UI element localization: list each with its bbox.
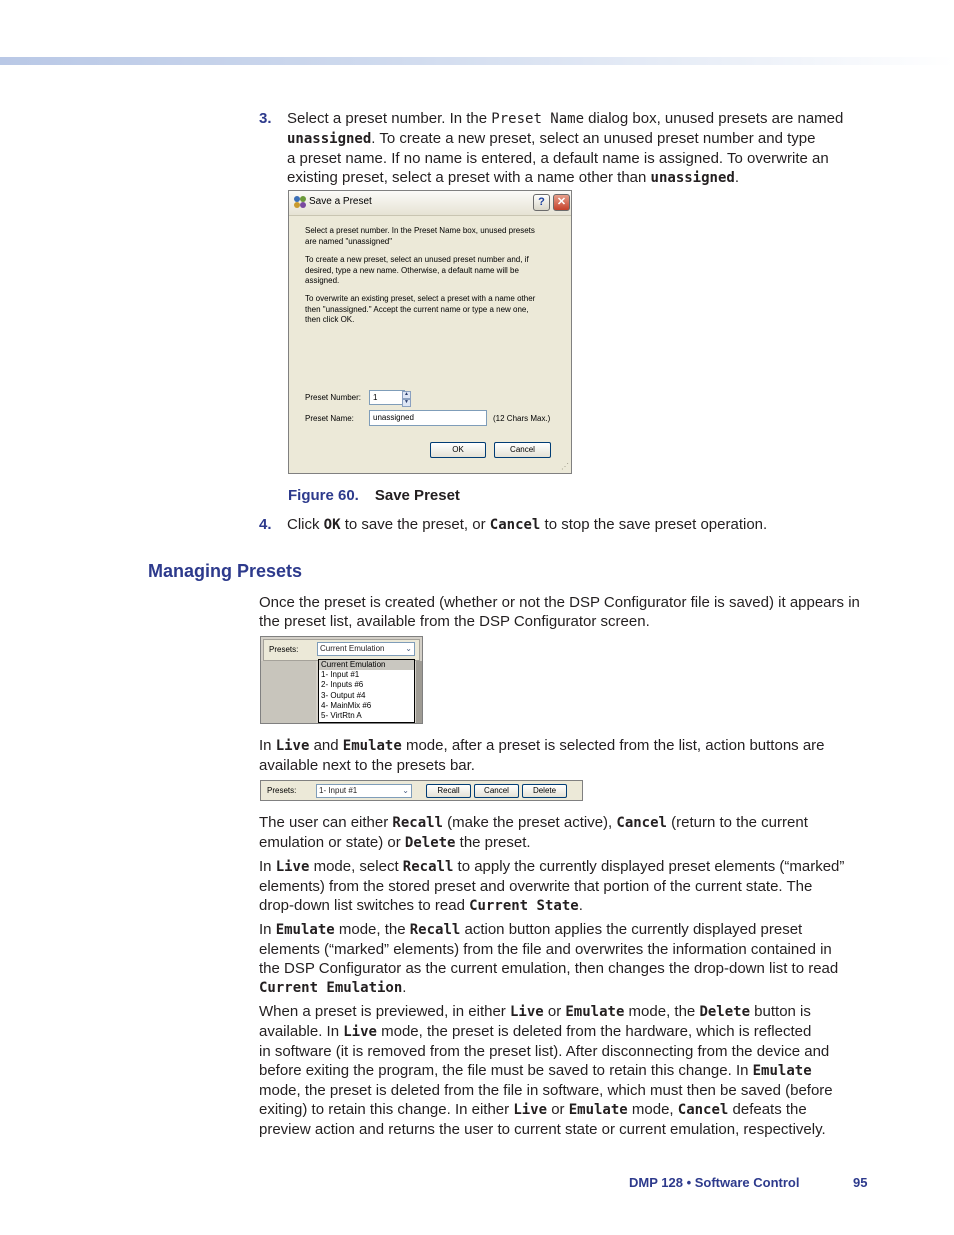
figure-title: Save Preset xyxy=(374,487,460,504)
preset-name-label: Preset Name: xyxy=(305,414,354,423)
dialog-title: Save a Preset xyxy=(309,196,372,207)
presets-option-list xyxy=(318,659,415,723)
preset-number-spinner[interactable] xyxy=(402,391,411,405)
cancel-button[interactable]: Cancel xyxy=(474,784,519,798)
dialog-title-bar[interactable] xyxy=(289,191,571,216)
paragraph-6: When a preset is previewed, in either Live or Emulate mode, the Delete button is available. In Live mode, the preset is deleted from the hardware, which is reflected in software (it is removed from the preset list). After disconnecting from the device and before exiting the program, the file must be saved to retain this change. In Emulate mode, the preset is deleted from the file in software, which must then be saved (before exiting) to retain this change. In either Live or Emulate mode, Cancel defeats the preview action and returns the user to current state or current emulation, respectively. xyxy=(259,1003,833,1138)
presets-label: Presets: xyxy=(269,645,299,654)
resize-grip-icon[interactable]: ⋰ xyxy=(561,462,569,471)
paragraph-4: In Live mode, select Recall to apply the currently displayed preset elements (“marked” elements) from the stored preset and overwrite that portion of the current state. The drop-down list switches to read Current State. xyxy=(259,858,845,914)
paragraph-1: Once the preset is created (whether or not the DSP Configurator file is saved) it appears in the preset list, available from the DSP Configurator screen. xyxy=(259,594,860,630)
paragraph-5: In Emulate mode, the Recall action button applies the currently displayed preset elements (“marked” elements) from the file and overwrites the information contained in the DSP Configurator as the current emulation, then changes the drop-down list to read Current Emulation. xyxy=(259,921,839,996)
presets-bar-screenshot xyxy=(260,780,583,801)
presets-select[interactable]: 1- Input #1 ⌄ xyxy=(316,784,412,798)
list-item[interactable]: 2- Inputs #6 xyxy=(321,680,364,690)
close-button[interactable] xyxy=(553,194,570,211)
list-item[interactable]: 5- VirtRtn A xyxy=(321,711,362,721)
step-3 xyxy=(259,109,869,188)
ok-button[interactable]: OK xyxy=(430,442,486,458)
chevron-down-icon[interactable]: ⌄ xyxy=(402,786,409,795)
spin-up-icon[interactable]: ▲ xyxy=(402,391,411,399)
section-heading: Managing Presets xyxy=(148,561,303,581)
step-number: 3. xyxy=(259,110,272,127)
header-gradient-bar xyxy=(0,57,954,65)
list-item[interactable]: 4- MainMix #6 xyxy=(321,700,372,710)
dialog-instructions-2: To create a new preset, select an unused preset number and, if desired, type a new name. Otherwise, a default name will be assigned. xyxy=(305,255,529,285)
preset-number-label: Preset Number: xyxy=(305,393,362,402)
help-button[interactable] xyxy=(533,194,550,211)
delete-button[interactable]: Delete xyxy=(522,784,567,798)
list-item[interactable]: Current Emulation xyxy=(319,660,414,670)
recall-button[interactable]: Recall xyxy=(426,784,471,798)
max-chars-hint: (12 Chars Max.) xyxy=(493,414,551,423)
presets-dropdown-screenshot xyxy=(260,636,423,724)
step-text: Click OK to save the preset, or Cancel to stop the save preset operation. xyxy=(287,516,768,533)
footer-product: DMP 128 • Software Control xyxy=(629,1175,800,1190)
step-4 xyxy=(259,515,869,535)
app-icon xyxy=(293,195,307,209)
dialog-instructions-3: To overwrite an existing preset, select a preset with a name other then "unassigned." Accept the current name or type a new one, then click OK. xyxy=(305,294,536,324)
page-number: 95 xyxy=(853,1175,868,1190)
preset-number-field[interactable]: 1 xyxy=(369,390,405,405)
chevron-down-icon[interactable]: ⌄ xyxy=(405,644,412,653)
dialog-instructions-1: Select a preset number. In the Preset Name box, unused presets are named "unassigned" xyxy=(305,226,535,246)
help-icon: ? xyxy=(538,196,545,208)
list-item[interactable]: 3- Output #4 xyxy=(321,690,366,700)
step-number: 4. xyxy=(259,516,272,533)
save-preset-dialog xyxy=(288,190,572,474)
close-icon: ✕ xyxy=(556,196,567,208)
list-item[interactable]: 1- Input #1 xyxy=(321,670,360,680)
presets-label: Presets: xyxy=(267,786,297,795)
step-text: Select a preset number. In the Preset Name dialog box, unused presets are named unassigned. To create a new preset, select an unused preset number and type a preset name. If no name is entered, a default name is assigned. To overwrite an existing preset, select a preset with a name other than unassigned. xyxy=(287,110,844,186)
panel-background xyxy=(261,661,316,723)
paragraph-3: The user can either Recall (make the preset active), Cancel (return to the current emulation or state) or Delete the preset. xyxy=(259,814,808,851)
figure-label: Figure 60. xyxy=(288,487,359,504)
paragraph-2: In Live and Emulate mode, after a preset is selected from the list, action buttons are available next to the presets bar. xyxy=(259,737,825,774)
preset-name-input[interactable]: unassigned xyxy=(369,410,487,426)
presets-select[interactable]: Current Emulation ⌄ xyxy=(317,642,415,656)
panel-edge xyxy=(416,661,422,723)
cancel-button[interactable]: Cancel xyxy=(494,442,551,458)
figure-caption xyxy=(288,487,460,504)
spin-down-icon[interactable]: ▼ xyxy=(402,399,411,407)
